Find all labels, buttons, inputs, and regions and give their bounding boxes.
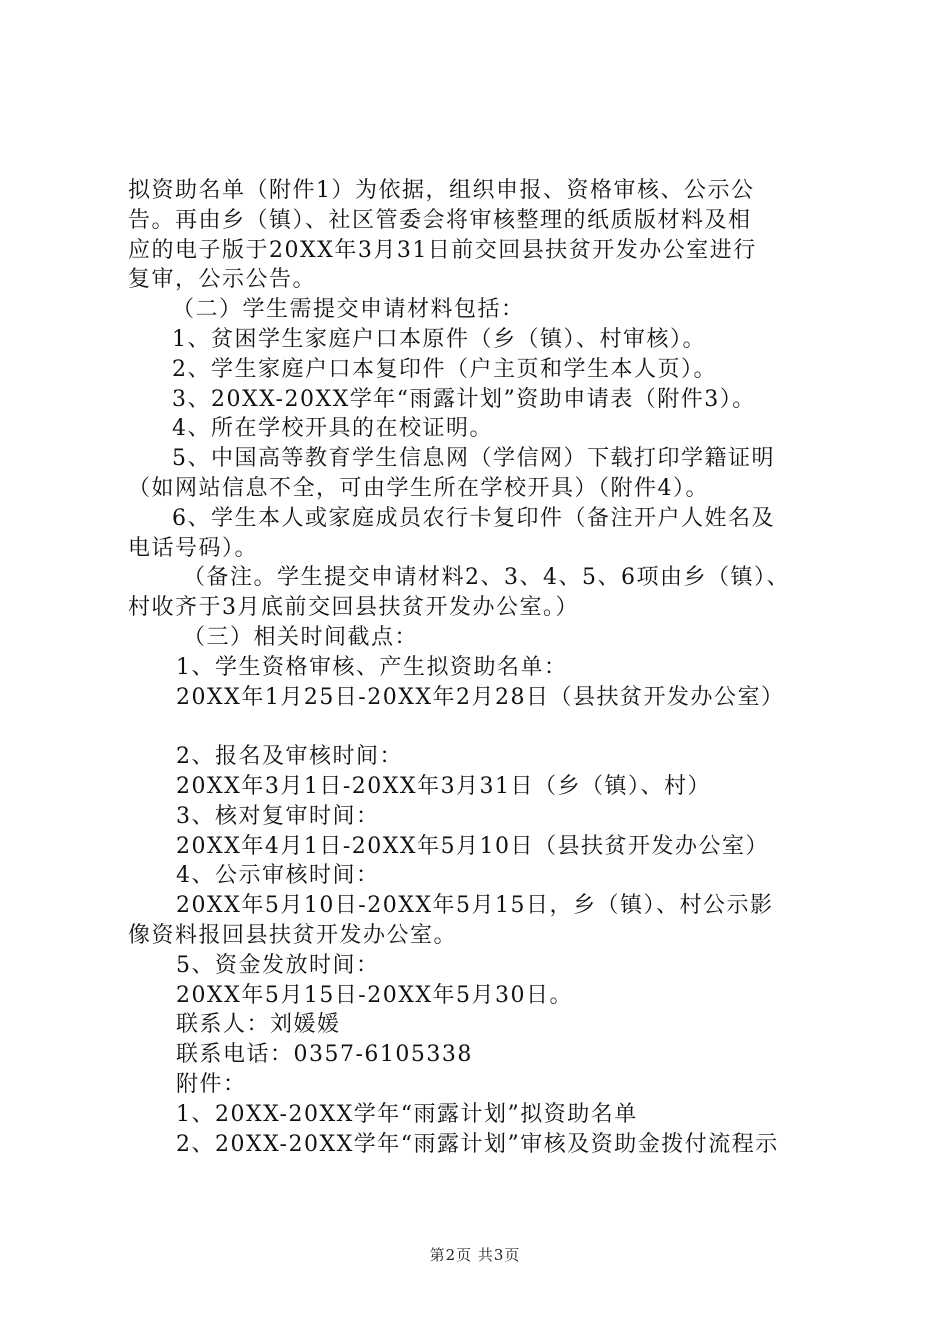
section-heading: （二）学生需提交申请材料包括： — [172, 297, 525, 323]
date-range: 20XX年4月1日-20XX年5月10日（县扶贫开发办公室） — [176, 833, 770, 859]
date-range: 20XX年5月15日-20XX年5月30日。 — [176, 982, 574, 1008]
attachments-heading: 附件： — [176, 1071, 247, 1097]
list-item: 3、核对复审时间： — [176, 803, 380, 829]
list-item: 3、20XX-20XX学年“雨露计划”资助申请表（附件3）。 — [172, 386, 756, 412]
attachment-item: 1、20XX-20XX学年“雨露计划”拟资助名单 — [176, 1101, 638, 1127]
date-range: 20XX年3月1日-20XX年3月31日（乡（镇）、村） — [176, 773, 712, 799]
list-item: 4、所在学校开具的在校证明。 — [172, 416, 493, 442]
text-line: 村收齐于3月底前交回县扶贫开发办公室。） — [128, 595, 579, 621]
document-body — [128, 176, 840, 1159]
text-line: （如网站信息不全，可由学生所在学校开具）（附件4）。 — [128, 475, 709, 501]
contact-person: 联系人：刘媛媛 — [176, 1012, 341, 1038]
list-item: 1、贫困学生家庭户口本原件（乡（镇）、村审核）。 — [172, 326, 706, 352]
list-item: 4、公示审核时间： — [176, 863, 380, 889]
list-item: 5、资金发放时间： — [176, 952, 380, 978]
text-line: 应的电子版于20XX年3月31日前交回县扶贫开发办公室进行 — [128, 237, 757, 263]
list-item: 6、学生本人或家庭成员农行卡复印件（备注开户人姓名及 — [172, 505, 775, 531]
list-item: 2、报名及审核时间： — [176, 744, 403, 770]
blank-line — [128, 712, 840, 742]
attachment-item: 2、20XX-20XX学年“雨露计划”审核及资助金拨付流程示 — [176, 1131, 779, 1157]
date-range: 20XX年1月25日-20XX年2月28日（县扶贫开发办公室） — [176, 684, 785, 710]
text-line: 像资料报回县扶贫开发办公室。 — [128, 922, 458, 948]
text-line: 告。再由乡（镇）、社区管委会将审核整理的纸质版材料及相 — [128, 207, 752, 233]
list-item: 1、学生资格审核、产生拟资助名单： — [176, 654, 568, 680]
list-item: 5、中国高等教育学生信息网（学信网）下载打印学籍证明 — [172, 446, 775, 472]
text-line: 拟资助名单（附件1）为依据，组织申报、资格审核、公示公 — [128, 178, 755, 203]
note-line: （备注。学生提交申请材料2、3、4、5、6项由乡（镇）、 — [183, 565, 790, 591]
section-heading: （三）相关时间截点： — [183, 624, 419, 650]
contact-phone: 联系电话：0357-6105338 — [176, 1042, 473, 1068]
date-range: 20XX年5月10日-20XX年5月15日，乡（镇）、村公示影 — [176, 893, 774, 919]
page-number: 第2页 共3页 — [429, 1246, 521, 1264]
text-line: 复审，公示公告。 — [128, 267, 317, 293]
text-line: 电话号码）。 — [128, 535, 259, 561]
list-item: 2、学生家庭户口本复印件（户主页和学生本人页）。 — [172, 356, 717, 382]
